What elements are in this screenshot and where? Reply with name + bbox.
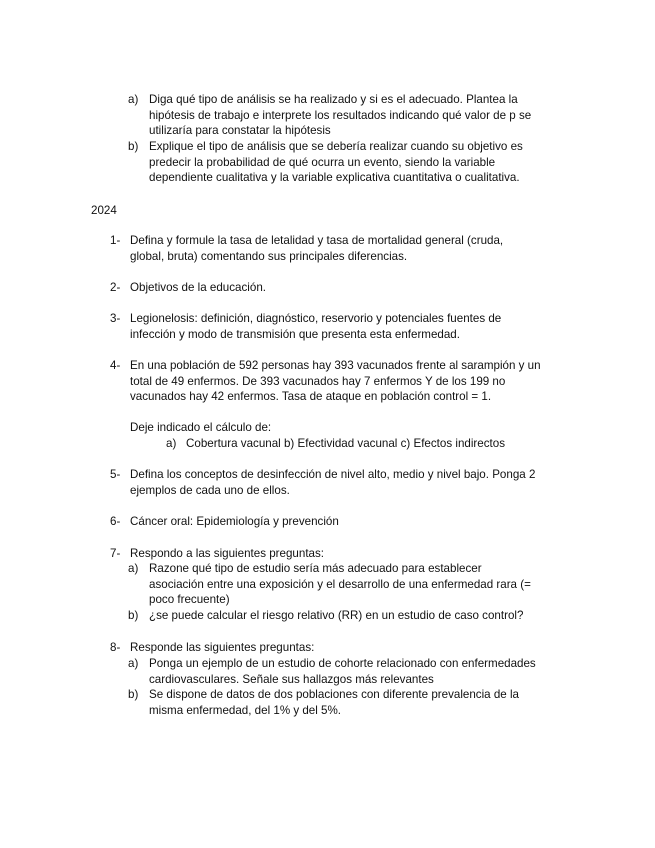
text-line: hipótesis de trabajo e interprete los resultados indicando qué valor de p se bbox=[149, 108, 532, 122]
question-text bbox=[130, 280, 266, 296]
question-text bbox=[130, 233, 503, 264]
text-line: utilizaría para constatar la hipótesis bbox=[149, 124, 331, 138]
text-line: asociación entre una exposición y el desarrollo de una enfermedad rara (= bbox=[149, 577, 531, 591]
question-number: 2- bbox=[110, 281, 121, 294]
text-line: Se dispone de datos de dos poblaciones con diferente prevalencia de la bbox=[149, 688, 519, 701]
question-text bbox=[130, 311, 501, 342]
text-line: Defina los conceptos de desinfección de nivel alto, medio y nivel bajo. Ponga 2 bbox=[130, 468, 536, 481]
question-text bbox=[130, 546, 324, 562]
question-5 bbox=[110, 467, 535, 498]
question-number: 1- bbox=[110, 234, 121, 247]
text-line: global, bruta) comentando sus principales diferencias. bbox=[130, 249, 408, 263]
list-item-text bbox=[149, 92, 531, 139]
text-line: predecir la probabilidad de qué ocurra un evento, siendo la variable bbox=[149, 155, 496, 169]
text-line: Responde las siguientes preguntas: bbox=[130, 641, 315, 654]
question-text bbox=[130, 358, 541, 405]
text-line: Defina y formule la tasa de letalidad y tasa de mortalidad general (cruda, bbox=[130, 234, 504, 247]
list-marker: a) bbox=[128, 657, 139, 670]
question-number: 7- bbox=[110, 547, 121, 560]
list-item-text bbox=[149, 139, 523, 186]
question-7 bbox=[110, 546, 324, 562]
text-line: dependiente cualitativa y la variable explicativa cuantitativa o cualitativa. bbox=[149, 171, 520, 185]
question-number: 6- bbox=[110, 515, 121, 528]
text-line: Cobertura vacunal b) Efectividad vacunal c) Efectos indirectos bbox=[186, 437, 505, 450]
question-text bbox=[130, 514, 339, 530]
question-3 bbox=[110, 311, 501, 342]
text-line: Cáncer oral: Epidemiología y prevención bbox=[130, 515, 339, 528]
text-line: Objetivos de la educación. bbox=[130, 281, 266, 294]
question-8 bbox=[110, 640, 314, 656]
question-8-subitem-b bbox=[128, 687, 519, 718]
text-line: infección y modo de transmisión que presenta esta enfermedad. bbox=[130, 327, 460, 341]
question-text bbox=[130, 467, 535, 498]
text-line: En una población de 592 personas hay 393 vacunados frente al sarampión y un bbox=[130, 359, 541, 372]
text-line: poco frecuente) bbox=[149, 593, 230, 607]
question-2 bbox=[110, 280, 266, 296]
text-line: cardiovasculares. Señale sus hallazgos más relevantes bbox=[149, 672, 434, 686]
question-6 bbox=[110, 514, 339, 530]
list-marker: a) bbox=[166, 437, 177, 450]
text-line: misma enfermedad, del 1% y del 5%. bbox=[149, 703, 342, 717]
text-line: total de 49 enfermos. De 393 vacunados hay 7 enfermos Y de los 199 no bbox=[130, 374, 506, 388]
list-marker: a) bbox=[128, 562, 139, 575]
question-1 bbox=[110, 233, 503, 264]
question-number: 8- bbox=[110, 641, 121, 654]
text-line: Respondo a las siguientes preguntas: bbox=[130, 547, 325, 560]
question-number: 4- bbox=[110, 359, 121, 372]
list-item-text bbox=[149, 656, 536, 687]
intro-item-a bbox=[128, 92, 531, 139]
text-line: Razone qué tipo de estudio sería más adecuado para establecer bbox=[149, 562, 482, 575]
list-item-text bbox=[149, 608, 523, 624]
question-number: 5- bbox=[110, 468, 121, 481]
list-item-text bbox=[149, 687, 519, 718]
question-4-subitem-a bbox=[166, 436, 505, 452]
text-line: Legionelosis: definición, diagnóstico, reservorio y potenciales fuentes de bbox=[130, 312, 502, 325]
list-marker: a) bbox=[128, 93, 139, 106]
list-item-text bbox=[186, 436, 505, 452]
intro-item-b bbox=[128, 139, 523, 186]
list-marker: b) bbox=[128, 609, 139, 622]
question-4-note: Deje indicado el cálculo de: bbox=[130, 421, 272, 434]
text-line: ejemplos de cada uno de ellos. bbox=[130, 483, 290, 497]
text-line: Explique el tipo de análisis que se debería realizar cuando su objetivo es bbox=[149, 140, 523, 153]
year-heading: 2024 bbox=[91, 204, 117, 217]
question-7-subitem-b bbox=[128, 608, 523, 624]
text-line: Ponga un ejemplo de un estudio de cohorte relacionado con enfermedades bbox=[149, 657, 536, 670]
text-line: Diga qué tipo de análisis se ha realizado y si es el adecuado. Plantea la bbox=[149, 93, 518, 106]
text-line: vacunados hay 42 enfermos. Tasa de ataque en población control = 1. bbox=[130, 390, 492, 404]
question-4 bbox=[110, 358, 541, 405]
question-8-subitem-a bbox=[128, 656, 536, 687]
text-line: ¿se puede calcular el riesgo relativo (RR) en un estudio de caso control? bbox=[149, 609, 524, 622]
question-number: 3- bbox=[110, 312, 121, 325]
list-marker: b) bbox=[128, 140, 139, 153]
list-item-text bbox=[149, 561, 531, 608]
question-text bbox=[130, 640, 314, 656]
question-7-subitem-a bbox=[128, 561, 531, 608]
list-marker: b) bbox=[128, 688, 139, 701]
